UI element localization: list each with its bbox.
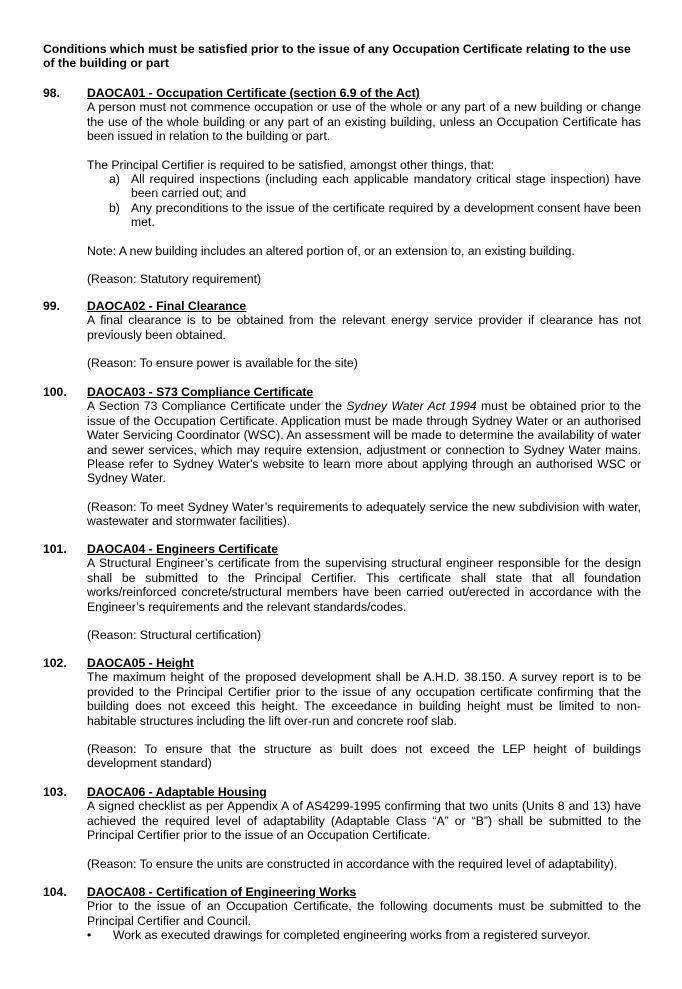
condition-number: 104. (43, 885, 67, 899)
list-item-text: Work as executed drawings for completed engineering works from a registered surveyor. (113, 928, 591, 943)
list-item (87, 928, 641, 942)
condition-reason: (Reason: To ensure that the structure as built does not exceed the LEP height of buildings development standard) (87, 742, 641, 771)
condition-100 (43, 385, 641, 529)
condition-list (87, 172, 641, 230)
bullet-list (87, 928, 641, 942)
bullet-marker: • (87, 928, 92, 943)
condition-reason: (Reason: Structural certification) (87, 628, 262, 643)
condition-paragraph: A final clearance is to be obtained from the relevant energy service provider if clearance has not previously been obtained. (87, 313, 641, 342)
condition-paragraph: A Structural Engineer’s certificate from the supervising structural engineer responsible for the design shall be submitted to the Principal Certifier. This certificate shall state that all foundation works/reinforced concrete/structural members have been carried out/erected in accordance with the Engineer’s requirements and the relevant standards/codes. (87, 556, 641, 614)
condition-reason: (Reason: Statutory requirement) (87, 272, 262, 287)
condition-title: DAOCA05 - Height (87, 656, 194, 670)
list-item (87, 201, 641, 230)
list-marker: b) (109, 200, 120, 215)
condition-title: DAOCA03 - S73 Compliance Certificate (87, 385, 314, 399)
condition-paragraph (87, 399, 641, 485)
condition-number: 103. (43, 785, 67, 799)
condition-number: 100. (43, 385, 67, 399)
condition-title: DAOCA04 - Engineers Certificate (87, 542, 278, 556)
condition-paragraph: Prior to the issue of an Occupation Certificate, the following documents must be submitted to the Principal Certifier and Council. (87, 899, 641, 928)
condition-101 (43, 542, 641, 642)
condition-note: Note: A new building includes an altered portion of, or an extension to, an existing building. (87, 243, 575, 258)
condition-number: 98. (43, 86, 60, 100)
condition-103 (43, 785, 641, 871)
condition-title: DAOCA01 - Occupation Certificate (section 6.9 of the Act) (87, 86, 420, 100)
condition-title: DAOCA08 - Certification of Engineering Works (87, 885, 357, 899)
condition-paragraph: The Principal Certifier is required to be satisfied, amongst other things, that: (87, 157, 495, 172)
condition-title: DAOCA02 - Final Clearance (87, 299, 247, 313)
section-heading: Conditions which must be satisfied prior to the issue of any Occupation Certificate relating to the use of the building or part (43, 42, 631, 71)
condition-reason: (Reason: To meet Sydney Water’s requirements to adequately service the new subdivision with water, wastewater and stormwater facilities). (87, 499, 641, 529)
condition-104 (43, 885, 641, 943)
condition-number: 102. (43, 656, 67, 670)
condition-number: 101. (43, 542, 67, 556)
condition-paragraph: The maximum height of the proposed development shall be A.H.D. 38.150. A survey report is to be provided to the Principal Certifier prior to the issue of any occupation certificate confirming that the building does not exceed this height. The exceedance in building height must be limited to non-habitable structures including the lift over-run and concrete roof slab. (87, 670, 641, 728)
paragraph-text: A Section 73 Compliance Certificate under the (87, 399, 347, 414)
condition-paragraph: A signed checklist as per Appendix A of AS4299-1995 confirming that two units (Units 8 and 13) have achieved the required level of adaptability (Adaptable Class “A” or “B”) shall be submitted to the Principal Certifier prior to the issue of an Occupation Certificate. (87, 799, 641, 843)
condition-98 (43, 86, 641, 286)
condition-102 (43, 656, 641, 771)
list-marker: a) (109, 172, 120, 187)
paragraph-text: must be obtained prior to the issue of the Occupation Certificate. Application must be made through Sydney Water or an authorised Water Servicing Coordinator (WSC). An assessment will be made to determine the availability of water and sewer services, which may require extension, adjustment or connection to Sydney Water mains. Please refer to Sydney Water's website to learn more about applying through an authorised WSC or Sydney Water. (87, 399, 641, 486)
act-name: Sydney Water Act 1994 (346, 399, 477, 414)
list-item (87, 172, 641, 201)
list-item-text: Any preconditions to the issue of the certificate required by a development consent have been met. (131, 200, 641, 230)
condition-paragraph: A person must not commence occupation or use of the whole or any part of a new building or change the use of the whole building or any part of an existing building, unless an Occupation Certificate has been issued in relation to the building or part. (87, 100, 641, 144)
condition-99 (43, 299, 641, 371)
condition-title: DAOCA06 - Adaptable Housing (87, 785, 267, 799)
condition-reason: (Reason: To ensure power is available for the site) (87, 356, 358, 371)
condition-reason: (Reason: To ensure the units are constructed in accordance with the required level of adaptability). (87, 856, 618, 871)
list-item-text: All required inspections (including each applicable mandatory critical stage inspection) have been carried out; and (131, 172, 641, 201)
condition-number: 99. (43, 299, 60, 313)
